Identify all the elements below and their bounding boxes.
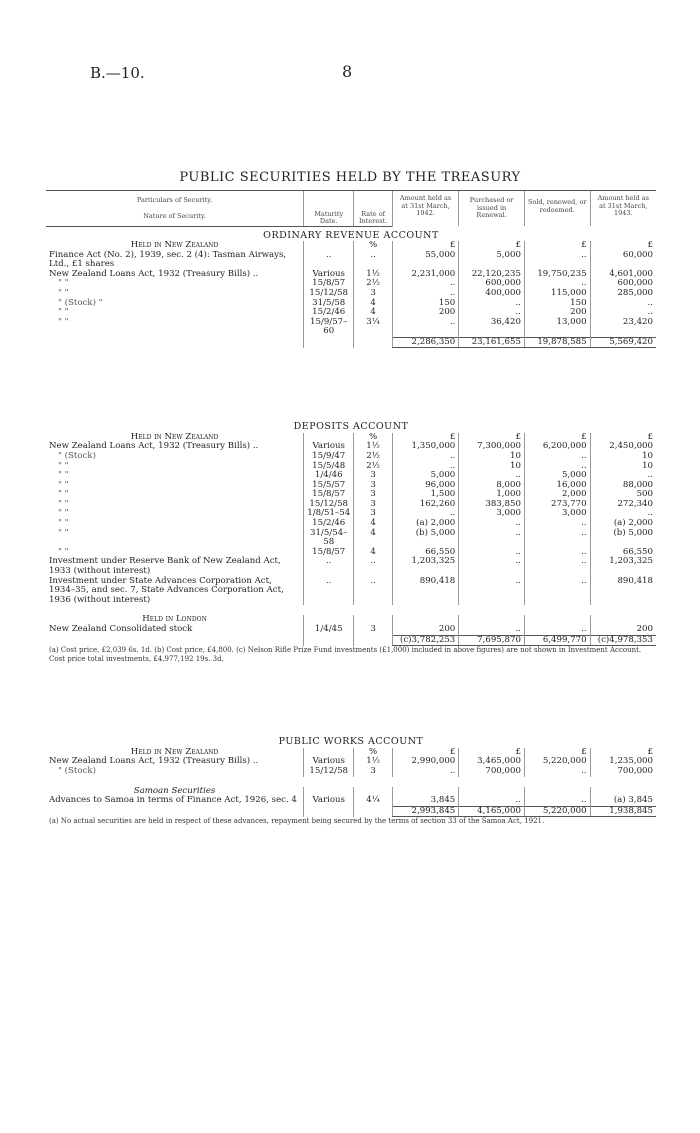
maturity-cell: 1/8/51–54 (304, 509, 354, 519)
amount-cell: 3,000 (459, 509, 525, 519)
amount-cell: .. (590, 509, 656, 519)
unit-label: £ (392, 241, 458, 251)
amount-cell: 273,770 (524, 500, 590, 510)
table-row (46, 452, 656, 462)
amount-cell: 19,750,235 (524, 270, 590, 280)
unit-label: £ (524, 241, 590, 251)
maturity-cell: 15/8/57 (304, 279, 354, 289)
unit-label: % (354, 433, 393, 443)
unit-label: £ (459, 241, 525, 251)
nature-cell: " " (58, 527, 69, 538)
amount-cell: 285,000 (590, 289, 656, 299)
rate-cell: 1½ (354, 270, 393, 280)
amount-cell: 10 (590, 452, 656, 462)
amount-cell: .. (392, 318, 458, 337)
amount-cell: 1,203,325 (392, 557, 458, 576)
maturity-cell: Various (304, 796, 354, 806)
amount-cell: 66,550 (392, 548, 458, 558)
rate-cell: 4 (354, 519, 393, 529)
total-cell: 4,165,000 (459, 806, 525, 817)
nature-cell: " " (58, 288, 69, 299)
rate-cell: 1½ (354, 757, 393, 767)
nature-cell: " " (58, 518, 69, 529)
amount-cell: 200 (590, 625, 656, 635)
amount-cell: .. (524, 519, 590, 529)
table-row (46, 529, 656, 548)
nature-cell: " (Stock) " (58, 297, 103, 308)
nature-cell: Finance Act (No. 2), 1939, sec. 2 (4): Tasman Airways, Ltd., £1 shares (49, 249, 287, 270)
rate-cell: 3¼ (354, 318, 393, 337)
amount-cell: 500 (590, 490, 656, 500)
table-row (46, 625, 656, 635)
total-row (46, 635, 656, 646)
nature-cell: " " (58, 307, 69, 318)
table-row (46, 299, 656, 309)
total-cell: 7,695,870 (459, 635, 525, 646)
amount-cell: 700,000 (459, 767, 525, 777)
unit-label: £ (459, 433, 525, 443)
held-start-header: Amount held as at 31st March, 1942. (392, 191, 458, 227)
total-cell: 2,993,845 (392, 806, 458, 817)
total-cell: 2,286,350 (392, 337, 458, 348)
amount-cell: 3,465,000 (459, 757, 525, 767)
securities-table (46, 190, 656, 826)
nature-cell: " " (58, 316, 69, 327)
amount-cell: 36,420 (459, 318, 525, 337)
total-row (46, 806, 656, 817)
amount-cell: 200 (524, 308, 590, 318)
amount-cell: .. (590, 308, 656, 318)
amount-cell: .. (459, 557, 525, 576)
maturity-cell: 15/2/46 (304, 308, 354, 318)
table-row (46, 757, 656, 767)
nature-cell: " " (58, 489, 69, 500)
rate-cell: 2½ (354, 462, 393, 472)
maturity-cell: 15/8/57 (304, 490, 354, 500)
maturity-cell: 15/12/58 (304, 289, 354, 299)
amount-cell: 2,450,000 (590, 442, 656, 452)
works-section-title: PUBLIC WORKS ACCOUNT (278, 736, 424, 748)
rate-cell: 2½ (354, 452, 393, 462)
column-header-row (46, 191, 656, 205)
maturity-cell: 15/9/47 (304, 452, 354, 462)
amount-cell: 890,418 (590, 577, 656, 606)
report-code: B.—10. (90, 64, 145, 82)
rate-cell: 4 (354, 308, 393, 318)
amount-cell: 2,990,000 (392, 757, 458, 767)
amount-cell: 10 (459, 462, 525, 472)
rate-cell: 1½ (354, 442, 393, 452)
amount-cell: 96,000 (392, 481, 458, 491)
amount-cell: (a) 3,845 (590, 796, 656, 806)
nature-cell: " " (58, 546, 69, 557)
amount-cell: .. (524, 767, 590, 777)
unit-label: £ (590, 748, 656, 758)
amount-cell: .. (392, 509, 458, 519)
maturity-cell: 1/4/46 (304, 471, 354, 481)
maturity-cell: Various (304, 442, 354, 452)
amount-cell: .. (524, 548, 590, 558)
amount-cell: 2,231,000 (392, 270, 458, 280)
table-row (46, 318, 656, 337)
unit-label: £ (590, 241, 656, 251)
london-sub-heading: Held in London (142, 614, 207, 625)
amount-cell: 4,601,000 (590, 270, 656, 280)
amount-cell: 3,000 (524, 509, 590, 519)
rate-cell: 3 (354, 625, 393, 635)
total-cell: 5,220,000 (524, 806, 590, 817)
maturity-cell: 1/4/45 (304, 625, 354, 635)
amount-cell: .. (590, 471, 656, 481)
amount-cell: 1,203,325 (590, 557, 656, 576)
amount-cell: .. (459, 519, 525, 529)
page-title: PUBLIC SECURITIES HELD BY THE TREASURY (179, 170, 521, 185)
total-cell: (c)4,978,353 (590, 635, 656, 646)
rate-cell: 2½ (354, 279, 393, 289)
amount-cell: .. (459, 625, 525, 635)
amount-cell: 272,340 (590, 500, 656, 510)
amount-cell: 200 (392, 625, 458, 635)
deposits-section-title: DEPOSITS ACCOUNT (293, 421, 409, 433)
nature-cell: " " (58, 508, 69, 519)
amount-cell: .. (459, 548, 525, 558)
nature-cell: " (Stock) (58, 450, 96, 461)
amount-cell: 150 (392, 299, 458, 309)
rate-header: Rate of Interest. (354, 205, 393, 227)
amount-cell: .. (524, 577, 590, 606)
ordinary-section-title: ORDINARY REVENUE ACCOUNT (263, 229, 439, 241)
unit-label: £ (590, 433, 656, 443)
table-row (46, 767, 656, 777)
amount-cell: 890,418 (392, 577, 458, 606)
amount-cell: 22,120,235 (459, 270, 525, 280)
table-row (46, 796, 656, 806)
maturity-cell: 31/5/58 (304, 299, 354, 309)
amount-cell: (a) 2,000 (392, 519, 458, 529)
nature-cell: " " (58, 470, 69, 481)
amount-cell: 6,200,000 (524, 442, 590, 452)
table-row (46, 442, 656, 452)
table-row (46, 509, 656, 519)
amount-cell: .. (459, 796, 525, 806)
amount-cell: 5,000 (459, 251, 525, 270)
amount-cell: .. (459, 299, 525, 309)
amount-cell: .. (459, 308, 525, 318)
amount-cell: .. (524, 251, 590, 270)
amount-cell: 66,550 (590, 548, 656, 558)
total-cell: 6,499,770 (524, 635, 590, 646)
sold-header: Sold, renewed, or redeemed. (524, 191, 590, 227)
maturity-cell: 15/12/58 (304, 500, 354, 510)
table-row (46, 251, 656, 270)
rate-cell: 3 (354, 490, 393, 500)
unit-label: £ (392, 748, 458, 758)
maturity-cell: 15/5/48 (304, 462, 354, 472)
particulars-header: Particulars of Security. (46, 191, 304, 205)
nature-cell: " " (58, 278, 69, 289)
rate-cell: 3 (354, 289, 393, 299)
amount-cell: .. (459, 471, 525, 481)
amount-cell: .. (524, 557, 590, 576)
total-cell: (c)3,782,253 (392, 635, 458, 646)
maturity-cell: .. (304, 251, 354, 270)
amount-cell: .. (524, 462, 590, 472)
total-cell: 5,569,420 (590, 337, 656, 348)
unit-label: % (354, 241, 393, 251)
maturity-cell: 15/9/57–60 (304, 318, 354, 337)
rate-cell: 3 (354, 767, 393, 777)
amount-cell: 700,000 (590, 767, 656, 777)
maturity-cell: Various (304, 757, 354, 767)
works-sub-heading: Held in New Zealand (130, 746, 219, 757)
amount-cell: .. (392, 279, 458, 289)
total-cell: 1,938,845 (590, 806, 656, 817)
amount-cell: .. (459, 577, 525, 606)
amount-cell: 1,350,000 (392, 442, 458, 452)
amount-cell: 10 (590, 462, 656, 472)
amount-cell: 5,220,000 (524, 757, 590, 767)
maturity-cell: 15/8/57 (304, 548, 354, 558)
amount-cell: .. (524, 625, 590, 635)
amount-cell: 150 (524, 299, 590, 309)
unit-label: £ (524, 433, 590, 443)
table-row (46, 289, 656, 299)
amount-cell: .. (524, 279, 590, 289)
rate-cell: 3 (354, 471, 393, 481)
maturity-cell: .. (304, 577, 354, 606)
total-cell: 23,161,655 (459, 337, 525, 348)
unit-label: £ (459, 748, 525, 758)
maturity-cell: 31/5/54–58 (304, 529, 354, 548)
amount-cell: 5,000 (524, 471, 590, 481)
total-row (46, 337, 656, 348)
table-row (46, 577, 656, 606)
unit-label: £ (524, 748, 590, 758)
nature-header: Nature of Security. (46, 205, 304, 227)
table-row (46, 519, 656, 529)
deposits-sub-heading: Held in New Zealand (130, 431, 219, 442)
unit-label: % (354, 748, 393, 758)
nature-cell: " " (58, 460, 69, 471)
nature-cell: New Zealand Loans Act, 1932 (Treasury Bills) .. (49, 756, 259, 767)
held-end-header: Amount held as at 31st March, 1943. (590, 191, 656, 227)
amount-cell: .. (524, 796, 590, 806)
nature-cell: " " (58, 479, 69, 490)
nature-cell: " (Stock) (58, 765, 96, 776)
rate-cell: 3 (354, 500, 393, 510)
maturity-cell: .. (304, 557, 354, 576)
amount-cell: .. (459, 529, 525, 548)
amount-cell: 1,500 (392, 490, 458, 500)
amount-cell: 55,000 (392, 251, 458, 270)
nature-cell: New Zealand Loans Act, 1932 (Treasury Bills) .. (49, 268, 259, 279)
amount-cell: 383,850 (459, 500, 525, 510)
rate-cell: 4 (354, 529, 393, 548)
rate-cell: .. (354, 577, 393, 606)
amount-cell: 7,300,000 (459, 442, 525, 452)
samoan-sub-heading: Samoan Securities (133, 785, 216, 796)
ordinary-sub-heading: Held in New Zealand (130, 240, 219, 251)
amount-cell: 10 (459, 452, 525, 462)
page-number: 8 (342, 62, 353, 81)
nature-cell: Investment under Reserve Bank of New Zealand Act, 1933 (without interest) (49, 556, 281, 577)
nature-cell: New Zealand Consolidated stock (49, 624, 193, 634)
amount-cell: .. (392, 767, 458, 777)
amount-cell: 600,000 (590, 279, 656, 289)
table-row (46, 557, 656, 576)
total-cell: 19,878,585 (524, 337, 590, 348)
deposits-footnote: (a) Cost price, £2,039 6s. 1d. (b) Cost price, £4,800. (c) Nelson Rifle Prize Fund investments (£1,000) included in above figures) are not shown in Investment Account. Cost price total investments, £4,977,192 19s. 3d. (49, 646, 642, 663)
rate-cell: 3 (354, 481, 393, 491)
amount-cell: 162,260 (392, 500, 458, 510)
amount-cell: .. (392, 452, 458, 462)
amount-cell: 400,000 (459, 289, 525, 299)
amount-cell: 5,000 (392, 471, 458, 481)
amount-cell: 23,420 (590, 318, 656, 337)
rate-cell: 3 (354, 509, 393, 519)
amount-cell: .. (590, 299, 656, 309)
nature-cell: Investment under State Advances Corporation Act, 1934–35, and sec. 7, State Advances Corporation Act, 1936 (without interest) (49, 575, 284, 605)
amount-cell: 60,000 (590, 251, 656, 270)
amount-cell: .. (392, 289, 458, 299)
works-footnote: (a) No actual securities are held in respect of these advances, repayment being secured by the terms of section 33 of the Samoa Act, 1921. (49, 817, 545, 826)
amount-cell: 1,235,000 (590, 757, 656, 767)
amount-cell: .. (392, 462, 458, 472)
amount-cell: 88,000 (590, 481, 656, 491)
nature-cell: New Zealand Loans Act, 1932 (Treasury Bills) .. (49, 441, 259, 452)
amount-cell: (b) 5,000 (392, 529, 458, 548)
amount-cell: 200 (392, 308, 458, 318)
maturity-cell: 15/2/46 (304, 519, 354, 529)
nature-cell: Advances to Samoa in terms of Finance Act, 1926, sec. 4 (49, 795, 297, 806)
amount-cell: 115,000 (524, 289, 590, 299)
amount-cell: 1,000 (459, 490, 525, 500)
maturity-header: Maturity Date. (304, 205, 354, 227)
rate-cell: 4¼ (354, 796, 393, 806)
amount-cell: 3,845 (392, 796, 458, 806)
nature-cell: " " (58, 498, 69, 509)
amount-cell: .. (524, 529, 590, 548)
amount-cell: 600,000 (459, 279, 525, 289)
rate-cell: .. (354, 251, 393, 270)
rate-cell: .. (354, 557, 393, 576)
amount-cell: (a) 2,000 (590, 519, 656, 529)
rate-cell: 4 (354, 299, 393, 309)
table-row (46, 270, 656, 280)
amount-cell: 16,000 (524, 481, 590, 491)
maturity-cell: 15/12/58 (304, 767, 354, 777)
rate-cell: 4 (354, 548, 393, 558)
unit-label: £ (392, 433, 458, 443)
amount-cell: 8,000 (459, 481, 525, 491)
amount-cell: 2,000 (524, 490, 590, 500)
amount-cell: (b) 5,000 (590, 529, 656, 548)
maturity-cell: 15/5/57 (304, 481, 354, 491)
amount-cell: 13,000 (524, 318, 590, 337)
maturity-cell: Various (304, 270, 354, 280)
amount-cell: .. (524, 452, 590, 462)
purchased-header: Purchased or issued in Renewal. (459, 191, 525, 227)
